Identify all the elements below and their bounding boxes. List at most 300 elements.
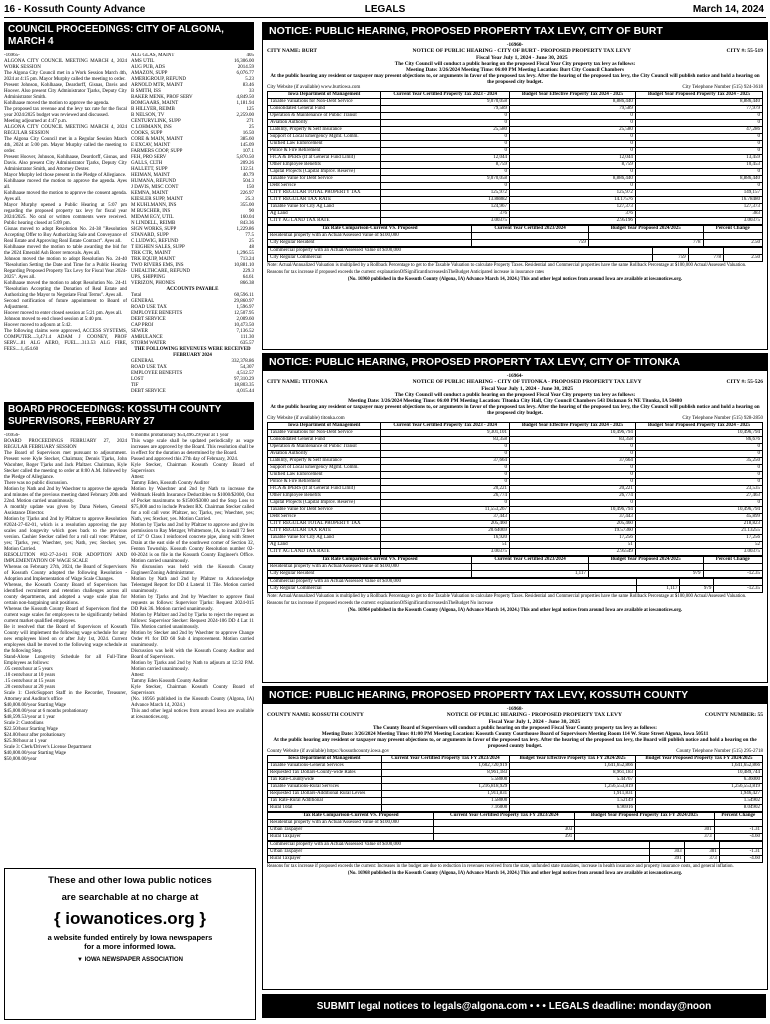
claim-name: STORM WATER — [131, 341, 166, 346]
ad-url-link[interactable]: { iowanotices.org } — [53, 909, 207, 928]
claim-amount: 54,307 — [240, 365, 254, 370]
ad-line-2: are searchable at no charge at — [61, 892, 199, 903]
claim-amount: 132.51 — [240, 167, 254, 172]
ad-line-4: for a more informed Iowa. — [84, 942, 176, 951]
levy-cell: 14.17576 — [510, 197, 636, 204]
levy-cell: Taxable Value for Debt Service — [268, 176, 381, 183]
board-title: BOARD PROCEEDINGS: KOSSUTH COUNTY SUPERVISORS, FEBRUARY 27 — [4, 402, 254, 430]
claim-name: E EXCAV, MAINT — [131, 143, 171, 148]
levy-cell: 1.58000 — [381, 798, 510, 805]
board-paragraph: .15 cents/hour at 15 years — [4, 679, 56, 684]
county-name: COUNTY NAME: KOSSUTH COUNTY — [267, 712, 364, 718]
levy-row — [268, 472, 763, 479]
notice-publication: (No. 16968 published in the Kossuth County (Algona, IA) Advance March 14, 2024.) This and other legal notices from around Iowa are available at iowanotices.org. — [347, 870, 683, 876]
claim-name: LOST — [131, 377, 144, 382]
levy-cell — [434, 820, 575, 827]
claim-name: B SMITH, ISS — [131, 89, 161, 94]
levy-column-header: Current Year Certified Property Tax FY 2023/2024 — [434, 813, 575, 820]
levy-cell: 9,301,101 — [381, 430, 510, 437]
claim-amount: 843.36 — [240, 221, 254, 226]
submit-footer — [262, 994, 766, 1018]
board-paragraph: Be it resolved that the Board of Supervisors of Kossuth County will implement the following wage schedule for any new employees hired on or after July 1st, 2024. Current employees shall be moved to the following wage schedule at the following Step. — [4, 625, 127, 654]
claim-amount: 229.3 — [242, 269, 254, 274]
board-paragraph: Scale 3: Clerk/Driver's License Department — [4, 745, 92, 750]
notice-reasons: Reasons for tax increase if proposed exceeds the current: explanationOfSignificantIncreasesInTheBudget No increase — [267, 600, 494, 606]
levy-cell: 83,358 — [510, 437, 636, 444]
levy-cell: 3.00375 — [635, 549, 762, 556]
levy-cell: -4.60 — [714, 834, 762, 841]
claim-amount: 160.04 — [240, 215, 254, 220]
levy-cell: -1.31 — [719, 849, 762, 856]
claim-amount: 16,306.00 — [234, 59, 254, 64]
claim-amount: 226.97 — [240, 191, 254, 196]
levy-row — [268, 571, 763, 578]
levy-column-header: Budget Year Proposed Property Tax FY 2024/2025 — [636, 756, 763, 763]
claim-name: AMBULANCE — [131, 335, 163, 340]
claim-name: AMAZON, SUPP — [131, 71, 168, 76]
claim-amount: 271 — [246, 119, 254, 124]
levy-cell: Unified Law Enforcement — [268, 141, 381, 148]
levy-cell: 0 — [381, 183, 510, 190]
levy-cell: 303 — [649, 849, 684, 856]
claim-amount: 48 — [249, 245, 254, 250]
ad-line-1: These and other Iowa public notices — [48, 875, 212, 886]
levy-cell: 8,759 — [381, 162, 510, 169]
claim-amount: 10,881.10 — [234, 263, 254, 268]
board-paragraph: Whereas, the Kossuth County Board of Supervisors has identified recruitment and retention challenges across all county departments, and adopted a wage scale plan for certain non-bargaining unit positions. — [4, 583, 127, 606]
council-paragraph: Hoover moved to enter closed session at 5:21 pm. Ayes all. — [4, 311, 123, 316]
levy-cell: 125,972 — [381, 190, 510, 197]
levy-cell: 5.44767 — [510, 777, 636, 784]
levy-row — [268, 777, 763, 784]
notice-heading-title: NOTICE OF PUBLIC HEARING - CITY OF TITONKA - PROPOSED PROPERTY TAX LEVY — [412, 379, 642, 385]
levy-cell — [649, 842, 684, 849]
levy-cell: 17,256 — [635, 535, 762, 542]
levy-cell: Taxable Value for City Ag Land — [268, 204, 381, 211]
levy-cell: -1.31 — [714, 827, 762, 834]
levy-cell: 10,489,744 — [636, 770, 763, 777]
levy-cell: CITY REGULAR TAX RATE — [268, 197, 381, 204]
levy-row — [268, 507, 763, 514]
levy-row — [268, 248, 763, 255]
levy-row — [268, 479, 763, 486]
board-paragraph: Kyle Stecker, Chairman Kossuth County Board of Supervisors — [131, 685, 254, 696]
levy-column-header: Tax Rate Comparison-Current VS. Proposed — [268, 557, 472, 564]
levy-row — [268, 169, 763, 176]
levy-cell: 759 — [472, 240, 589, 247]
levy-cell: 27,463 — [635, 493, 762, 500]
board-paragraph: $22.50/hour Starting Wage — [4, 727, 58, 732]
notice-number: -16960- — [506, 42, 524, 48]
claim-amount: 40.79 — [242, 173, 254, 178]
levy-cell: 47,286 — [635, 127, 762, 134]
levy-cell: 0 — [510, 120, 636, 127]
levy-row — [268, 211, 763, 218]
claim-amount: 1,596.97 — [236, 305, 254, 310]
levy-cell: 0 — [381, 472, 510, 479]
claim-name: VERIZON, PHONES — [131, 281, 175, 286]
levy-row — [268, 444, 763, 451]
board-paragraph: Motion by Tjarks and 2nd by Pfaltzer to approve and give its permission to Ray Metzger, Whittemore, IA, to install 72 feet of 12" O Class I reinforced concrete pipe, along with Street Drain at the east side of the southwest corner of Section 32, Fenton Township. Kossuth County Resolution number 02-00-2024 is on file in the Kossuth County Engineer's Office. Motion carried unanimously. — [131, 523, 254, 564]
notice-heading-title: NOTICE OF PUBLIC HEARING - CITY OF BURT - PROPOSED PROPERTY TAX LEVY — [412, 48, 632, 54]
levy-row — [268, 493, 763, 500]
levy-cell: 1,256,553,819 — [510, 784, 636, 791]
city-website[interactable]: City Website (if available) www.burtiowa.com — [267, 85, 361, 90]
notice-number: -16968- — [506, 706, 524, 712]
levy-cell: 0 — [635, 134, 762, 141]
levy-cell: 0 — [381, 169, 510, 176]
council-proceedings — [4, 22, 254, 394]
levy-cell: 0 — [381, 444, 510, 451]
levy-cell: 8,759 — [510, 162, 636, 169]
council-claims — [131, 53, 254, 393]
claim-name: MIDAM EGY, UTIL — [131, 215, 174, 220]
claim-name: HEIMAN, MAINT — [131, 173, 170, 178]
levy-cell: 1,641,652,866 — [636, 763, 763, 770]
notice-kossuth — [262, 686, 768, 990]
board-paragraph: Discussion was held with the Kossuth County Auditor and Board of Supervisors. — [131, 649, 254, 660]
notice-body — [263, 704, 767, 879]
ad-url-text[interactable]: iowanotices.org — [65, 909, 195, 928]
council-paragraph: Meeting adjourned at 4:47 p.m. — [4, 119, 68, 124]
levy-cell: 11,553,267 — [381, 507, 510, 514]
levy-cell: 17,256 — [510, 535, 636, 542]
levy-column-header: Current Year Certified Property Tax 2023 - 2024 — [381, 423, 510, 430]
levy-cell: 301 — [684, 849, 719, 856]
claim-amount: 4,849.50 — [236, 95, 254, 100]
levy-column-header: Budget Year Proposed Property Tax 2024 - 2025 — [635, 92, 762, 99]
levy-column-header: Iowa Department of Management — [268, 92, 381, 99]
levy-cell: 37,443 — [510, 514, 636, 521]
levy-cell: 13,459 — [635, 155, 762, 162]
levy-cell: 149,157 — [635, 190, 762, 197]
levy-table — [267, 556, 763, 578]
claim-amount: 2014.59 — [237, 65, 254, 70]
board-paragraph: Motion by Tjarks and 2nd by Pfaltzer to approve Resolution #2024-27-02-01, which is a resolution approving the pay scales and longevity which goes back to the previous version. Cashier Stecker called for a roll call vote: Pfaltzer, yes; Tjarks, yes; Waechter, yes; Nath, yes; Stecker, yes. Motion Carried. — [4, 517, 127, 552]
claim-name: GALLS, CLTH — [131, 161, 163, 166]
claim-amount: 385.60 — [240, 137, 254, 142]
levy-row — [268, 500, 763, 507]
levy-cell: 13.88882 — [381, 197, 510, 204]
levy-cell: 1,216,818,929 — [381, 784, 510, 791]
fiscal-year: Fiscal Year July 1, 2024 - June 30, 2025 — [481, 385, 573, 392]
council-paragraph: Kohlhaase moved the motion to approve the consent agenda. Ayes all. — [4, 191, 127, 202]
board-paragraph: Motion by Tjarks and 2nd by Nath to adjourn at 12:32 P.M. Motion carried unanimously. — [131, 661, 254, 672]
levy-cell: 0 — [381, 120, 510, 127]
claim-name: HUMANA, REFUND — [131, 179, 177, 184]
levy-cell: Taxable Value for Debt Service — [268, 507, 381, 514]
board-proceedings — [4, 402, 254, 864]
levy-cell — [703, 564, 762, 571]
levy-cell: 778 — [688, 255, 723, 262]
levy-cell: 12,044 — [510, 155, 636, 162]
hearing-details: Meeting Date: 3/26/2024 Meeting Time: 06:00 PM Meeting Location: Burt City Council Chambers — [406, 67, 624, 73]
notice-heading — [413, 48, 632, 61]
city-number: CITY #: 55-519 — [726, 48, 763, 54]
notice-title: NOTICE: PUBLIC HEARING, PROPOSED PROPERTY TAX LEVY, KOSSUTH COUNTY — [263, 687, 767, 704]
levy-cell: CITY REGULAR TOTAL PROPERTY TAX — [268, 190, 381, 197]
levy-header-row — [268, 756, 763, 763]
levy-cell: 20.64069 — [381, 528, 510, 535]
levy-column-header: Percent Change — [714, 813, 762, 820]
levy-cell — [714, 820, 762, 827]
claim-amount: 12,507.95 — [234, 311, 254, 316]
claim-name: N LINDELL, REIMB — [131, 221, 176, 226]
levy-row — [268, 233, 763, 240]
notice-meta — [267, 712, 763, 725]
council-paragraph: -16965- — [4, 53, 20, 58]
notice-heading-title: NOTICE OF PUBLIC HEARING - PROPOSED PROPERTY TAX LEVY — [446, 712, 622, 718]
levy-row — [268, 791, 763, 798]
board-paragraph: This wage scale shall be updated periodically as wage increases are approved by the Board. This resolution shall be in effect for the duration as determined by the Board. — [131, 439, 254, 456]
levy-row — [268, 579, 763, 586]
levy-cell: 0 — [635, 183, 762, 190]
board-paragraph: .05 cents/hour at 5 years — [4, 667, 53, 672]
levy-cell: 1,641,652,866 — [510, 763, 636, 770]
claim-amount: 6,076.77 — [236, 71, 254, 76]
notice-reasons: Reasons for tax increase if proposed exceeds the current: explanationOfSignificantIncreasesInTheBudget Anticipated increase in insurance rates — [267, 269, 545, 275]
board-paragraph: Motion by Tjarks and 2nd by Waechter to approve final requests as follows: Supervisor Tjarks: Request 2024-015 DD Pak 36. Motion carried unanimously. — [131, 595, 254, 612]
levy-cell: 391 — [649, 856, 684, 863]
board-paragraph: .10 cents/hour at 10 years — [4, 673, 56, 678]
section-title: LEGALS — [364, 4, 406, 15]
levy-row — [268, 240, 763, 247]
board-paragraph: Tammy Eden Kossuth County Auditor — [131, 679, 208, 684]
council-title: COUNCIL PROCEEDINGS: CITY OF ALGONA, MARCH 4 — [4, 22, 254, 50]
city-phone: City Telephone Number (515) 924-3618 — [682, 85, 763, 90]
levy-cell: 0 — [381, 451, 510, 458]
levy-table — [267, 812, 763, 841]
levy-row — [268, 784, 763, 791]
levy-row — [268, 458, 763, 465]
board-paragraph: Motion by Nath and 2nd by Waechter to approve the agenda and minutes of the previous meeting dated February 20th and 22nd. Motion carried unanimously. — [4, 487, 127, 504]
notice-note: Note: Actual/Annualized Valuation is multiplied by a Rollback Percentage to get to the Taxable Valuation to calculate Property Taxes. Residential and Commercial properties have the same Rollback Percentage at $100,000 Actual/Assessed Valuation. — [267, 594, 747, 599]
levy-cell: 778 — [588, 240, 703, 247]
claim-name: BOMGAARS, MAINT — [131, 101, 179, 106]
levy-cell: Support of Local Emergency Mgmt. Comm. — [268, 465, 381, 472]
levy-cell: 0 — [635, 444, 762, 451]
claim-amount: 866.38 — [240, 281, 254, 286]
board-paragraph: $40,000.00/year Starting Wage — [4, 703, 66, 708]
levy-cell: 0 — [635, 148, 762, 155]
claim-name: B HILLYER, REIMB — [131, 107, 175, 112]
levy-row — [268, 451, 763, 458]
council-paragraph: ALGONA CITY COUNCIL MEETING MARCH 4, 2024 WORK SESSION — [4, 59, 127, 70]
claim-name: AMS UTIL — [131, 59, 155, 64]
council-paragraph: Hoover moved to adjourn at 5:42. — [4, 323, 72, 328]
claim-name: CAP PROJ — [131, 323, 154, 328]
claim-amount: 25.3 — [245, 197, 254, 202]
levy-header-row — [268, 813, 763, 820]
levy-cell: Liability, Property & Self Insurance — [268, 458, 381, 465]
levy-cell: Police & Fire Retirement — [268, 479, 381, 486]
levy-table — [267, 422, 763, 556]
levy-cell: 0 — [635, 141, 762, 148]
board-paragraph: Kyle Stecker, Chairman Kossuth County Board of Supervisors — [131, 463, 254, 474]
levy-cell: 125,972 — [510, 190, 636, 197]
levy-row — [268, 113, 763, 120]
levy-column-header: Budget Year Proposed 2024/2025 — [588, 557, 703, 564]
claim-name: SEWER — [131, 329, 148, 334]
levy-cell — [684, 842, 719, 849]
levy-cell — [724, 248, 763, 255]
ina-logo — [5, 957, 255, 963]
board-text-left — [4, 433, 127, 863]
levy-row — [268, 176, 763, 183]
city-website[interactable]: City Website (if available) titonka.com — [267, 416, 345, 421]
levy-cell: Residential property with an Actual/Assessed Value of $100,000 — [268, 564, 472, 571]
levy-cell: Taxable Valuations-Rural Services — [268, 784, 382, 791]
levy-cell: 45,899 — [635, 514, 762, 521]
claim-amount: 332,378.86 — [231, 359, 254, 364]
levy-cell: 383 — [635, 211, 762, 218]
levy-row — [268, 430, 763, 437]
levy-cell: 12,044 — [381, 155, 510, 162]
levy-header-row — [268, 423, 763, 430]
council-paragraph: The proposed tax revenue and the levy tax rate for the fiscal year 2024/2025 budget was reviewed and discussed. — [4, 107, 127, 118]
levy-cell: Requested Tax Dollars-County-wide Rates — [268, 770, 382, 777]
levy-cell: Taxable Value for City Ag Land — [268, 535, 381, 542]
claim-amount: 10,473.50 — [234, 323, 254, 328]
levy-row — [268, 120, 763, 127]
levy-cell: CITY AG LAND TAX RATE — [268, 218, 381, 225]
claim-amount: 1,296.55 — [236, 251, 254, 256]
claim-amount: 90 — [249, 209, 254, 214]
levy-row — [268, 127, 763, 134]
claim-name: Total — [131, 293, 142, 298]
council-text — [4, 53, 127, 393]
claim-name: GENERAL — [131, 359, 155, 364]
levy-table — [267, 225, 763, 247]
levy-row — [268, 770, 763, 777]
levy-cell: 0 — [635, 472, 762, 479]
claim-name: B NELSON, TV — [131, 113, 165, 118]
claim-amount: 1,229.86 — [236, 227, 254, 232]
levy-cell — [688, 248, 723, 255]
levy-cell: 0 — [635, 465, 762, 472]
city-name: CITY NAME: BURT — [267, 48, 318, 54]
claim-amount: 25 — [249, 239, 254, 244]
council-paragraph: Kohlhaase moved the motion to approve the agenda. Ayes all. — [4, 179, 127, 190]
board-paragraph: Motion by Nath and 2nd by Pfaltzer to Acknowledge Telestaged Report for DD 4 Lateral 11 Tile. Motion carried unanimously. — [131, 577, 254, 594]
levy-row — [268, 849, 763, 856]
notice-title: NOTICE: PUBLIC HEARING, PROPOSED PROPERTY TAX LEVY, CITY OF TITONKA — [263, 354, 767, 371]
levy-cell: 1,602,720,919 — [381, 763, 510, 770]
claim-amount: 77.5 — [245, 233, 254, 238]
claim-amount: 4,015.44 — [236, 389, 254, 393]
claim-amount: 25 — [249, 125, 254, 130]
levy-cell: 20,221 — [510, 486, 636, 493]
levy-cell: 0 — [381, 134, 510, 141]
claim-amount: 83.46 — [242, 83, 254, 88]
levy-cell: Tax Rate-Countywide — [268, 777, 382, 784]
council-paragraph: Mayor Murphy opened a Public Hearing at 5:07 pm regarding the proposed property tax levy for fiscal year 2024/2025. No oral or written comments were received. Public hearing closed at 5:09 pm. — [4, 203, 127, 226]
claim-name: AMERIGROUP, REFUND — [131, 77, 187, 82]
levy-cell: 2.50 — [703, 240, 762, 247]
council-paragraph: Kohlhaase moved the motion to approve the agenda. — [4, 101, 110, 106]
levy-column-header: Budget Year Proposed Property Tax 2024 - 2025 — [635, 423, 762, 430]
levy-cell: 1,117 — [636, 586, 680, 593]
claim-name: BAKER MENK, PROF SERV — [131, 95, 193, 100]
levy-cell: Police & Fire Retirement — [268, 148, 381, 155]
levy-cell: 0 — [510, 500, 636, 507]
levy-column-header: Current Year Certified 2023/2024 — [472, 557, 589, 564]
levy-cell: Rural Taxpayer — [268, 856, 650, 863]
levy-cell: 10,496,794 — [510, 507, 636, 514]
footer-text: SUBMIT legal notices to legals@algona.com • • • LEGALS deadline: monday@noon — [316, 1000, 712, 1012]
levy-column-header: Tax Rate Comparison-Current VS. Proposed — [268, 813, 434, 820]
levy-cell: 0 — [510, 141, 636, 148]
levy-cell — [636, 579, 680, 586]
levy-column-header: Current Year Certified 2023/2024 — [472, 226, 589, 233]
levy-cell: 376 — [510, 211, 636, 218]
claim-amount: 504.3 — [242, 179, 254, 184]
levy-cell: 8,886,440 — [510, 176, 636, 183]
claim-amount: 111.30 — [240, 335, 254, 340]
notice-meta — [267, 379, 763, 392]
levy-row — [268, 106, 763, 113]
levy-header-row — [268, 226, 763, 233]
claim-name: M KUHLMANN, INS — [131, 203, 177, 208]
claim-amount: 4,512.57 — [236, 371, 254, 376]
levy-cell: Liability, Property & Self Insurance — [268, 127, 381, 134]
levy-cell: -12.35 — [714, 586, 763, 593]
levy-cell — [575, 820, 714, 827]
levy-cell: Capital Projects (Capital Improv. Reserve) — [268, 169, 381, 176]
claim-name: C LUDWIG, REFUND — [131, 239, 179, 244]
council-paragraph: Kohlhaase moved the motion to table awarding the bid for the 2024 Emerald Ash Borer removals. Ayes all. — [4, 245, 127, 256]
levy-cell: 0 — [510, 113, 636, 120]
board-paragraph: $45,000.00/year at 6 months probationary — [4, 709, 88, 714]
levy-row — [268, 204, 763, 211]
board-paragraph: The Board of Supervisors met pursuant to adjournment. Present were Kyle Stecker, Chairman; Dennis Tjarks, John Wacohter, Roger Tjarks and Jack Pfaltzer. Chairman, Kyle Stecker called the meeting to order at 8:00 A.M. followed by the Pledge of Allegiance. — [4, 451, 127, 480]
levy-cell: 3.00375 — [635, 218, 762, 225]
levy-cell: 218,823 — [635, 521, 762, 528]
page-header — [4, 3, 766, 18]
levy-cell: Debt Service — [268, 183, 381, 190]
claim-name: FEH, PRO SERV — [131, 155, 167, 160]
claim-amount: 64.61 — [242, 275, 254, 280]
levy-cell: 3.00375 — [381, 218, 510, 225]
levy-table — [267, 91, 763, 225]
levy-cell: 10,496,794 — [635, 507, 762, 514]
notice-note: Note: Actual/Annualized Valuation is multiplied by a Rollback Percentage to get to the Taxable Valuation to calculate Property Taxes. Residential and Commercial properties have the same Rollback Percentage at $100,000 Actual/Assessed Valuation. — [267, 263, 747, 268]
levy-cell: City Regular Commercial — [268, 586, 637, 593]
county-website[interactable]: County Website (if available) https://kossuthcounty.iowa.gov — [267, 749, 390, 754]
levy-cell: Capital Projects (Capital Improv. Reserve) — [268, 500, 381, 507]
levy-cell: 37,664 — [510, 458, 636, 465]
levy-row — [268, 190, 763, 197]
levy-cell: 0 — [381, 500, 510, 507]
levy-cell: -12.35 — [703, 571, 762, 578]
board-paragraph: (No. 16956 published in the Kossuth County (Algona, IA) Advance March 14, 2024.) — [131, 697, 254, 708]
levy-cell: 205,460 — [510, 521, 636, 528]
ina-logo-text: IOWA NEWSPAPER ASSOCIATION — [84, 957, 183, 963]
board-paragraph: 6 months probationary $54,496.29/year at 1 year — [131, 433, 229, 438]
levy-cell: 205,460 — [381, 521, 510, 528]
city-phone: City Telephone Number (515) 928-2850 — [682, 416, 763, 421]
levy-column-header: Budget Year Effective Property Tax FY 2024/2025 — [510, 756, 636, 763]
levy-cell: Support of Local Emergency Mgmt. Comm. — [268, 134, 381, 141]
claim-name: KEMNA, MAINT — [131, 191, 169, 196]
levy-row — [268, 820, 763, 827]
claim-name: FARMERS COOP, SUPP — [131, 149, 183, 154]
levy-cell: 23,535 — [635, 486, 762, 493]
levy-cell: 301 — [575, 827, 714, 834]
levy-cell: 0 — [510, 479, 636, 486]
levy-cell: 6.36000 — [636, 777, 763, 784]
levy-cell: CITY REGULAR TOTAL PROPERTY TAX — [268, 521, 381, 528]
